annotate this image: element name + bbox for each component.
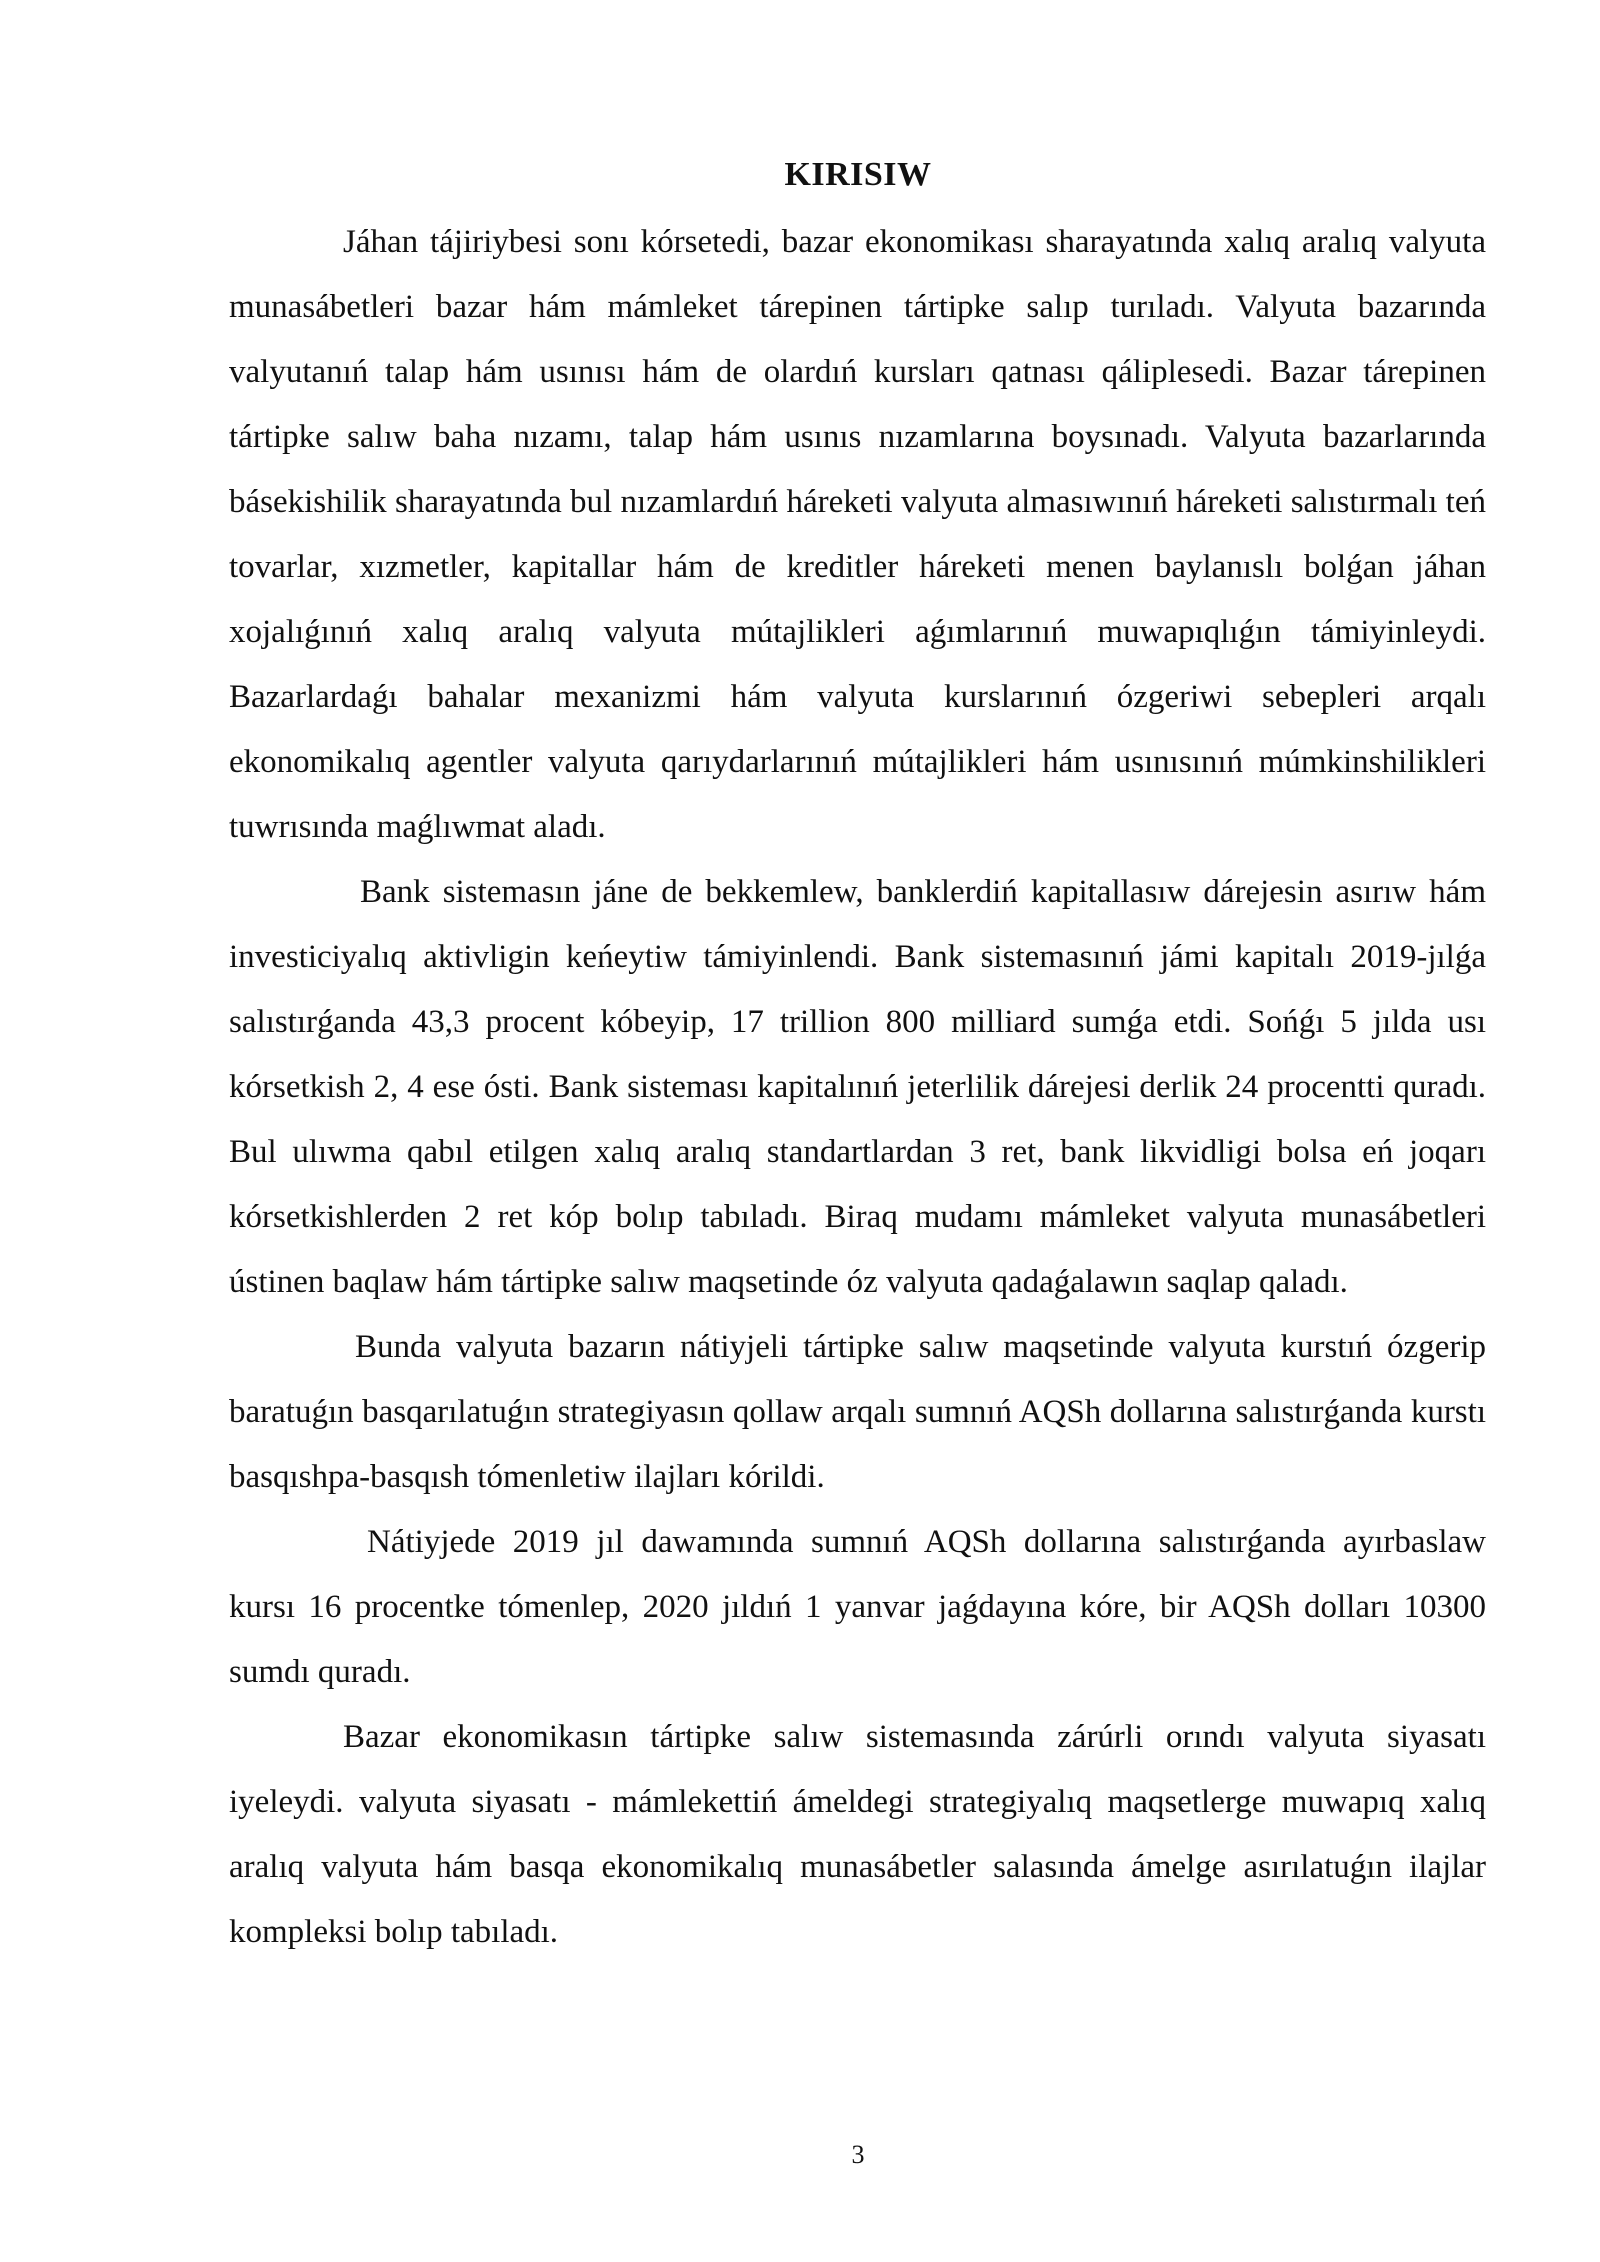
page-number: 3 [851, 2140, 865, 2169]
paragraph-1: Jáhan tájiriybesi sonı kórsetedi, bazar ekonomikası sharayatında xalıq aralıq valyuta munasábetleri bazar hám mámleket tárepinen tártipke salıp turıladı. Valyuta bazarında valyutanıń talap hám usınısı hám de olardıń kursları qatnası qáliplesedi. Bazar tárepinen tártipke salıw baha nızamı, talap hám usınıs nızamlarına boysınadı. Valyuta bazarlarında básekishilik sharayatında bul nızamlardıń háreketi valyuta almasıwınıń háreketi salıstırmalı teń tovarlar, xızmetler, kapitallar hám de kreditler háreketi menen baylanıslı bolǵan jáhan xojalıǵınıń xalıq aralıq valyuta mútajlikleri aǵımlarınıń muwapıqlıǵın támiyinleydi. Bazarlardaǵı bahalar mexanizmi hám valyuta kurslarınıń ózgeriwi sebepleri arqalı ekonomikalıq agentler valyuta qarıydarlarınıń mútajlikleri hám usınısınıń múmkinshilikleri tuwrısında maǵlıwmat aladı. [229, 224, 1486, 845]
paragraph-3: Bunda valyuta bazarın nátiyjeli tártipke salıw maqsetinde valyuta kurstıń ózgerip baratuǵın basqarılatuǵın strategiyasın qollaw arqalı sumnıń AQSh dollarına salıstırǵanda kurstı basqıshpa-basqısh tómenletiw ilajları kórildi. [229, 1329, 1486, 1495]
paragraph-2: Bank sistemasın jáne de bekkemlew, banklerdiń kapitallasıw dárejesin asırıw hám investiciyalıq aktivligin keńeytiw támiyinlendi. Bank sistemasınıń jámi kapitalı 2019-jılǵa salıstırǵanda 43,3 procent kóbeyip, 17 trillion 800 milliard sumǵa etdi. Sońǵı 5 jılda usı kórsetkish 2, 4 ese ósti. Bank sisteması kapitalınıń jeterlilik dárejesi derlik 24 procentti quradı. Bul ulıwma qabıl etilgen xalıq aralıq standartlardan 3 ret, bank likvidligi bolsa eń joqarı kórsetkishlerden 2 ret kóp bolıp tabıladı. Biraq mudamı mámleket valyuta munasábetleri ústinen baqlaw hám tártipke salıw maqsetinde óz valyuta qadaǵalawın saqlap qaladı. [229, 874, 1486, 1300]
page-title: KIRISIW [784, 156, 932, 193]
document-body [229, 210, 1486, 1965]
paragraph-5: Bazar ekonomikasın tártipke salıw sistemasında zárúrli orındı valyuta siyasatı iyeleydi. valyuta siyasatı - mámlekettiń ámeldegi strategiyalıq maqsetlerge muwapıq xalıq aralıq valyuta hám basqa ekonomikalıq munasábetler salasında ámelge asırılatuǵın ilajlar kompleksi bolıp tabıladı. [229, 1719, 1486, 1950]
paragraph-4: Nátiyjede 2019 jıl dawamında sumnıń AQSh dollarına salıstırǵanda ayırbaslaw kursı 16 procentke tómenlep, 2020 jıldıń 1 yanvar jaǵdayına kóre, bir AQSh dolları 10300 sumdı quradı. [229, 1524, 1486, 1690]
